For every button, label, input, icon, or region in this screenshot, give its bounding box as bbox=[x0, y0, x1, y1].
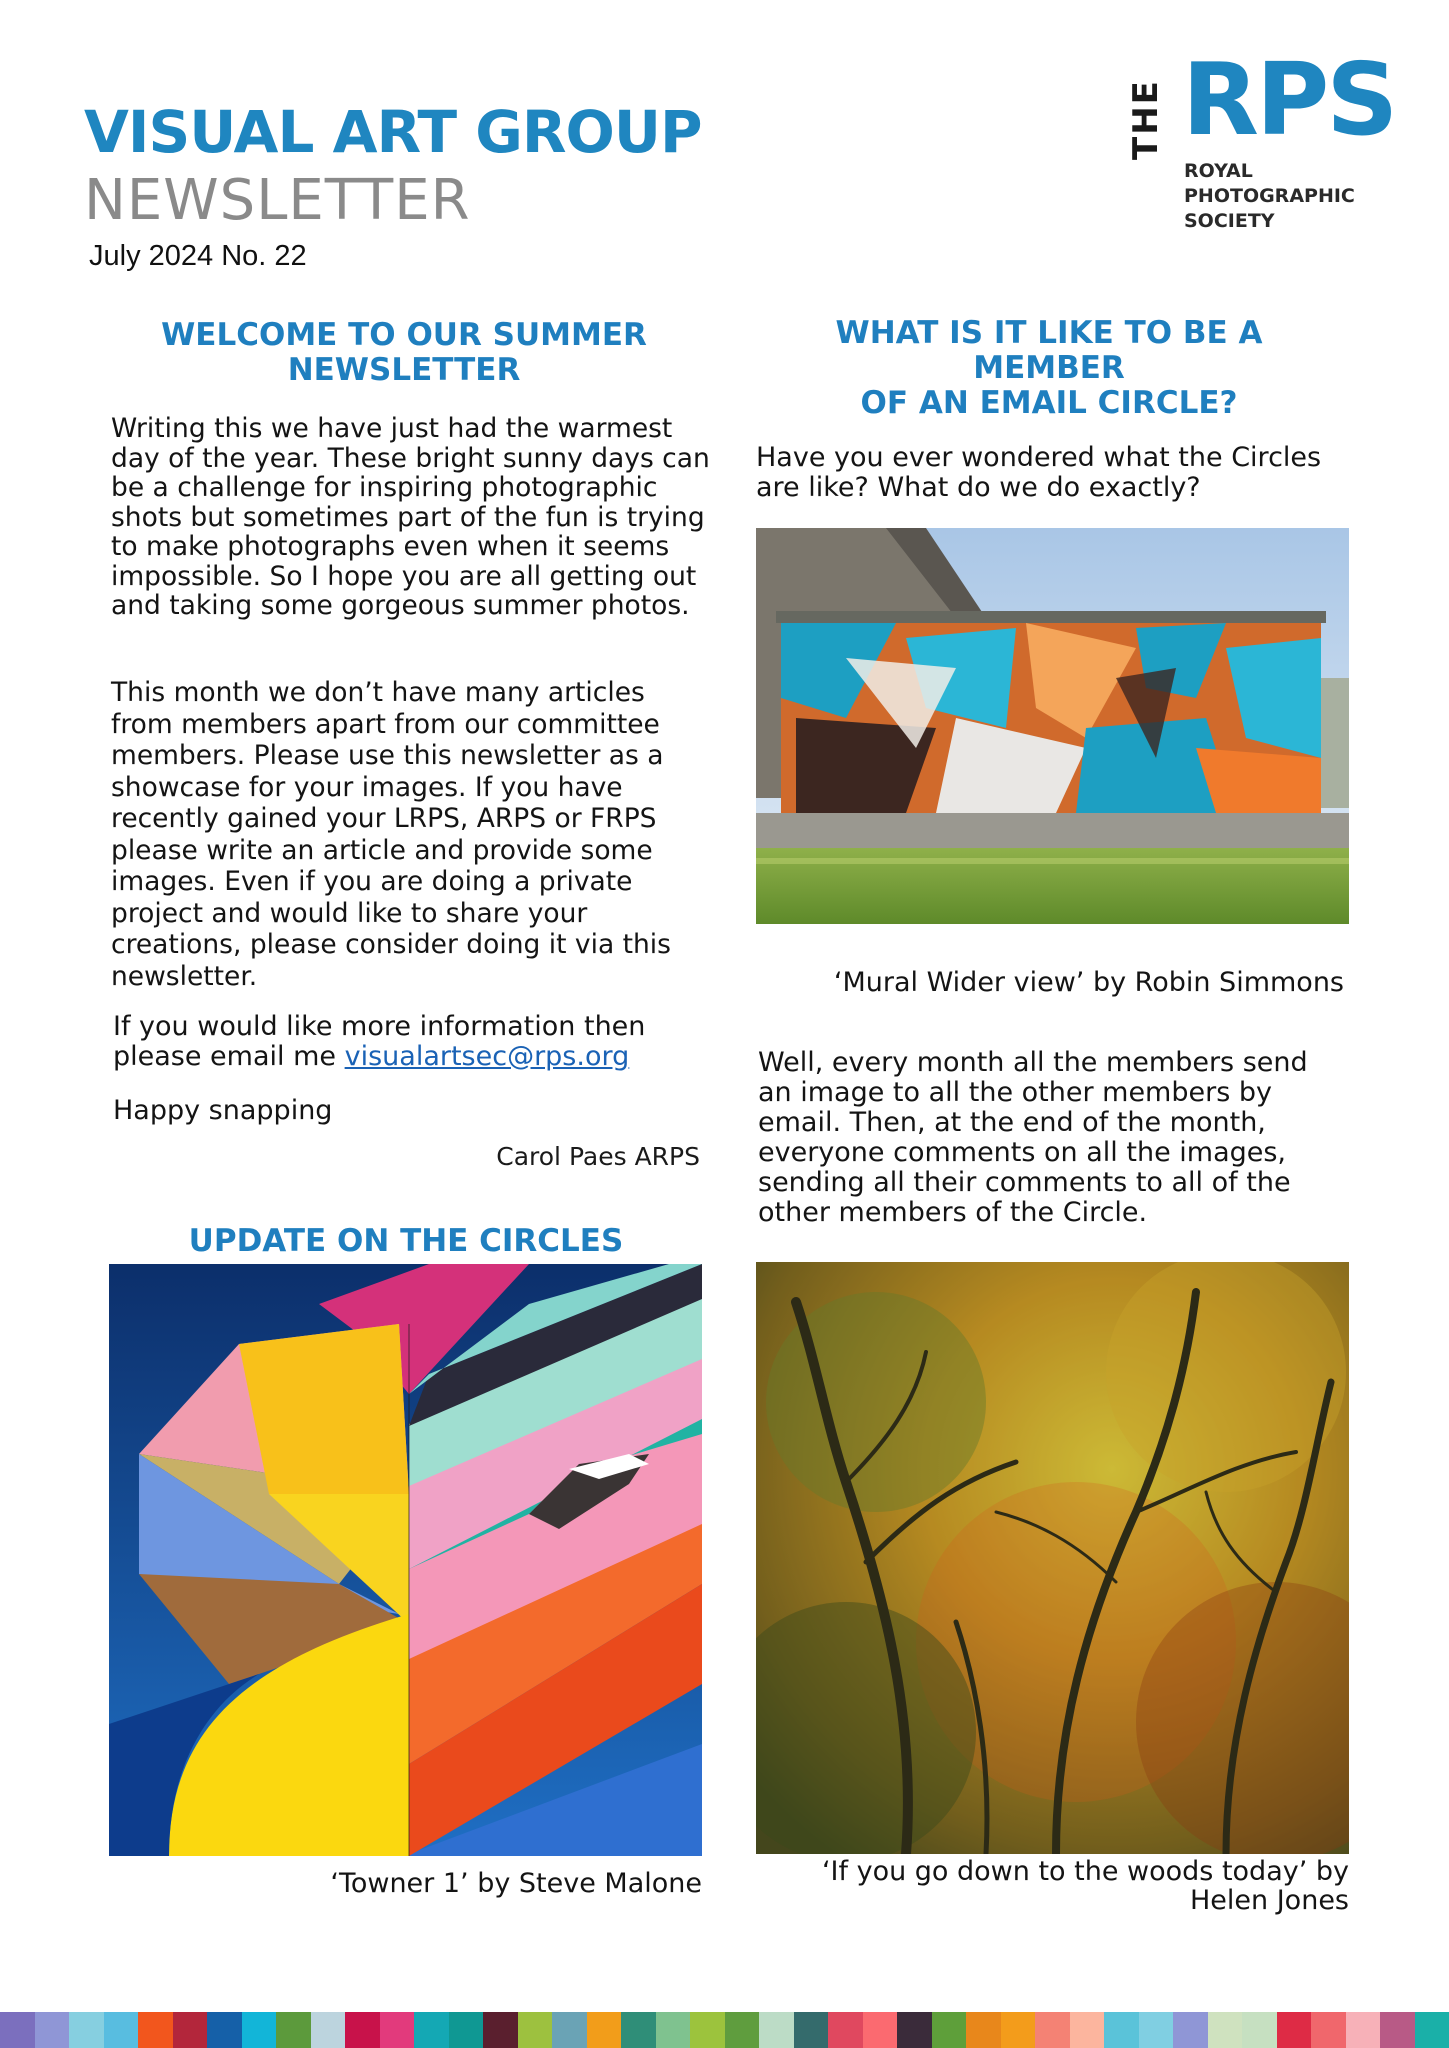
color-strip-swatch bbox=[897, 2012, 932, 2048]
color-strip-swatch bbox=[1380, 2012, 1415, 2048]
logo-rps: RPS bbox=[1182, 41, 1396, 158]
color-strip-swatch bbox=[483, 2012, 518, 2048]
welcome-heading bbox=[110, 318, 698, 388]
color-strip-swatch bbox=[725, 2012, 760, 2048]
logo-line-society: SOCIETY bbox=[1184, 210, 1275, 232]
color-strip-swatch bbox=[690, 2012, 725, 2048]
color-strip-swatch bbox=[173, 2012, 208, 2048]
towner-image bbox=[109, 1264, 702, 1856]
color-strip-swatch bbox=[380, 2012, 415, 2048]
circle-heading-line1: WHAT IS IT LIKE TO BE A MEMBER bbox=[835, 315, 1263, 386]
logo-the: THE bbox=[1126, 79, 1166, 160]
color-strip-swatch bbox=[552, 2012, 587, 2048]
woods-image bbox=[756, 1262, 1349, 1854]
woods-photo bbox=[756, 1262, 1349, 1854]
email-prompt: If you would like more information then please email me bbox=[113, 1011, 646, 1072]
circle-heading-line2: OF AN EMAIL CIRCLE? bbox=[860, 385, 1238, 421]
sign-off: Happy snapping bbox=[113, 1095, 333, 1126]
color-strip-swatch bbox=[863, 2012, 898, 2048]
color-strip-swatch bbox=[414, 2012, 449, 2048]
color-strip-swatch bbox=[794, 2012, 829, 2048]
color-strip-swatch bbox=[276, 2012, 311, 2048]
logo-line-royal: ROYAL bbox=[1184, 160, 1253, 182]
color-strip-swatch bbox=[1415, 2012, 1449, 2048]
issue-date: July 2024 No. 22 bbox=[89, 240, 307, 272]
towner-caption: ‘Towner 1’ by Steve Malone bbox=[330, 1868, 702, 1899]
color-strip-swatch bbox=[138, 2012, 173, 2048]
welcome-heading-line1: WELCOME TO OUR SUMMER bbox=[161, 317, 647, 353]
logo-line-photographic: PHOTOGRAPHIC bbox=[1184, 185, 1355, 207]
mural-caption: ‘Mural Wider view’ by Robin Simmons bbox=[833, 967, 1344, 998]
color-strip-swatch bbox=[449, 2012, 484, 2048]
circle-intro: Have you ever wondered what the Circles are like? What do we do exactly? bbox=[756, 442, 1322, 503]
newsletter-subtitle: NEWSLETTER bbox=[84, 168, 471, 233]
rps-logo bbox=[1126, 41, 1396, 246]
color-strip-swatch bbox=[35, 2012, 70, 2048]
circle-paragraph: Well, every month all the members send an image to all the other members by email. Then, at the end of the month, everyone comments on all the images, sending all their comments to all of the other members of the Circle. bbox=[758, 1047, 1308, 1228]
color-strip-swatch bbox=[1139, 2012, 1174, 2048]
color-strip-swatch bbox=[1070, 2012, 1105, 2048]
color-strip-swatch bbox=[656, 2012, 691, 2048]
color-strip-swatch bbox=[104, 2012, 139, 2048]
color-strip-swatch bbox=[311, 2012, 346, 2048]
color-strip-swatch bbox=[207, 2012, 242, 2048]
welcome-paragraph-3 bbox=[113, 1012, 693, 1072]
welcome-heading-line2: NEWSLETTER bbox=[287, 352, 521, 388]
color-strip-swatch bbox=[1035, 2012, 1070, 2048]
welcome-paragraph-2: This month we don’t have many articles from members apart from our committee members. Please use this newsletter as a showcase for your images. If you have recently gained your LRPS, ARPS or FRPS please write an article and provide some images. Even if you are doing a private project and would like to share your creations, please consider doing it via this newsletter. bbox=[111, 677, 671, 992]
update-heading: UPDATE ON THE CIRCLES bbox=[188, 1223, 624, 1259]
color-strip-swatch bbox=[1173, 2012, 1208, 2048]
color-strip-swatch bbox=[828, 2012, 863, 2048]
welcome-paragraph-1: Writing this we have just had the warmest day of the year. These bright sunny days can be a challenge for inspiring photographic shots but sometimes part of the fun is trying to make photographs even when it seems impossible. So I hope you are all getting out and taking some gorgeous summer photos. bbox=[111, 413, 710, 621]
color-strip-swatch bbox=[621, 2012, 656, 2048]
author-signature: Carol Paes ARPS bbox=[496, 1142, 700, 1171]
color-strip-swatch bbox=[759, 2012, 794, 2048]
color-strip-swatch bbox=[1346, 2012, 1381, 2048]
woods-caption bbox=[756, 1857, 1349, 1915]
color-strip-swatch bbox=[1001, 2012, 1036, 2048]
color-strip-swatch bbox=[69, 2012, 104, 2048]
circle-heading bbox=[755, 316, 1343, 421]
towner-photo bbox=[109, 1264, 702, 1856]
woods-caption-line1: ‘If you go down to the woods today’ by bbox=[821, 1856, 1349, 1887]
color-strip-swatch bbox=[518, 2012, 553, 2048]
email-link[interactable]: visualartsec@rps.org bbox=[344, 1041, 630, 1072]
woods-caption-line2: Helen Jones bbox=[1190, 1885, 1349, 1916]
color-strip-swatch bbox=[966, 2012, 1001, 2048]
color-strip-swatch bbox=[1311, 2012, 1346, 2048]
color-strip-swatch bbox=[0, 2012, 35, 2048]
color-strip-swatch bbox=[1277, 2012, 1312, 2048]
color-strip-swatch bbox=[587, 2012, 622, 2048]
color-strip bbox=[0, 2012, 1449, 2048]
mural-image bbox=[756, 528, 1349, 924]
mural-photo bbox=[756, 528, 1349, 924]
color-strip-swatch bbox=[242, 2012, 277, 2048]
color-strip-swatch bbox=[345, 2012, 380, 2048]
color-strip-swatch bbox=[1208, 2012, 1243, 2048]
newsletter-title: VISUAL ART GROUP bbox=[84, 98, 702, 166]
color-strip-swatch bbox=[1104, 2012, 1139, 2048]
color-strip-swatch bbox=[932, 2012, 967, 2048]
color-strip-swatch bbox=[1242, 2012, 1277, 2048]
